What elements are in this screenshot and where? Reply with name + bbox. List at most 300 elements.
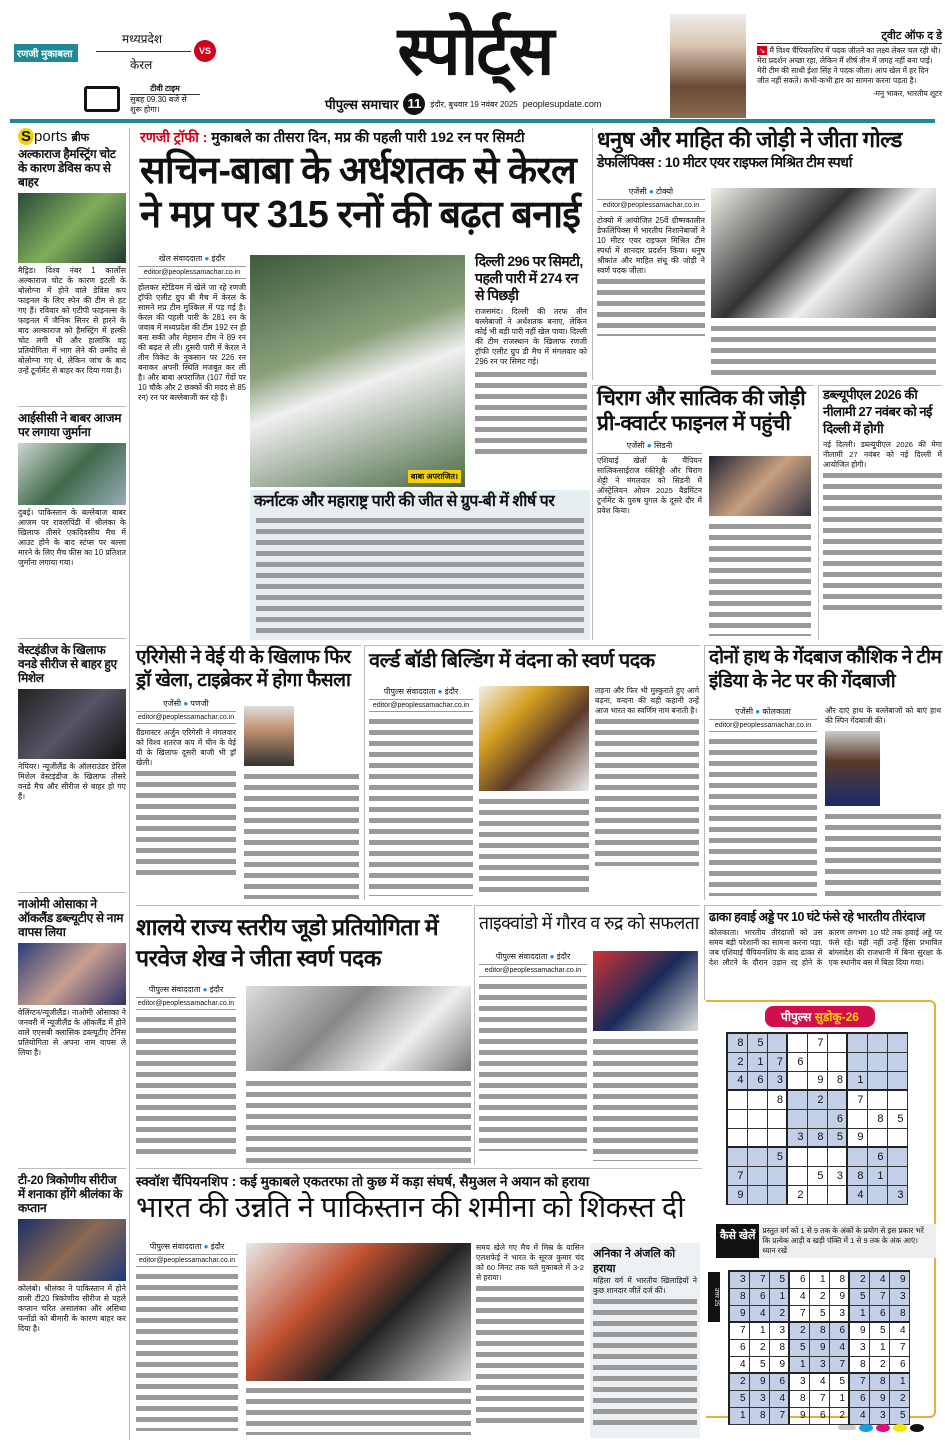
sudoku-cell: 4: [789, 1288, 809, 1305]
sudoku-cell[interactable]: [867, 1128, 887, 1147]
sudoku-cell[interactable]: [867, 1052, 887, 1071]
sudoku-cell[interactable]: [887, 1033, 907, 1052]
sudoku-cell[interactable]: [727, 1109, 747, 1128]
masthead-row: [325, 93, 665, 115]
ranji-match-box: [14, 32, 211, 72]
sudoku-cell[interactable]: 8: [807, 1128, 827, 1147]
judo-photo: [246, 986, 471, 1071]
sudoku-cell[interactable]: [747, 1128, 767, 1147]
sudoku-cell: 8: [849, 1356, 869, 1373]
sudoku-cell: 3: [849, 1339, 869, 1356]
sudoku-cell: 9: [809, 1339, 829, 1356]
judo-story: [136, 905, 472, 1165]
byline: पीपुल्स संवाददाता ● इंदौर: [479, 951, 587, 965]
sudoku-cell: 1: [889, 1373, 909, 1390]
sudoku-cell: 2: [769, 1305, 789, 1322]
sudoku-cell[interactable]: 8: [847, 1166, 867, 1185]
header-rule: [10, 119, 935, 123]
sudoku-cell: 1: [849, 1305, 869, 1322]
text-block: [595, 716, 699, 866]
brief-title: नाओमी ओसाका ने ऑकलैंड डब्ल्यूटीए से नाम वापस लिया: [18, 897, 124, 939]
sudoku-cell: 6: [869, 1305, 889, 1322]
taekwondo-photo: [593, 951, 698, 1031]
byline: पीपुल्स संवाददाता ● इंदौर: [369, 686, 473, 700]
sudoku-cell[interactable]: [787, 1147, 807, 1166]
sudoku-title: पीपुल्स सुडोकू-26: [765, 1006, 875, 1027]
sudoku-cell: 1: [809, 1271, 829, 1288]
kaushik-headline: दोनों हाथ के गेंदबाज कौशिक ने टीम इंडिया के नेट पर की गेंदबाजी: [709, 647, 942, 692]
anika-headline: अनिका ने अंजलि को हराया: [593, 1248, 676, 1275]
main-kicker: रणजी ट्रॉफी : मुकाबले का तीसरा दिन, मप्र की पहली पारी 192 रन पर सिमटी: [140, 129, 525, 145]
text-block: [479, 796, 589, 896]
team-2: केरल: [130, 58, 153, 72]
print-color-marks: [838, 1424, 924, 1432]
text-block: [136, 1271, 238, 1431]
sudoku-cell: 5: [809, 1305, 829, 1322]
sudoku-cell[interactable]: [787, 1071, 807, 1090]
sudoku-cell[interactable]: [767, 1128, 787, 1147]
text-block: [823, 470, 942, 610]
sudoku-cell[interactable]: 1: [847, 1071, 867, 1090]
paper-name: पीपुल्स समाचार: [325, 97, 399, 112]
sudoku-cell: 5: [829, 1373, 849, 1390]
sudoku-cell[interactable]: 9: [807, 1071, 827, 1090]
text-block: [136, 768, 236, 878]
karnataka-headline: कर्नाटक और महाराष्ट्र पारी की जीत से ग्रुप-बी में शीर्ष पर: [254, 493, 555, 510]
alcaraz-photo: [18, 193, 126, 263]
sudoku-cell[interactable]: 3: [827, 1166, 847, 1185]
sudoku-cell: 1: [729, 1407, 749, 1424]
sudoku-cell[interactable]: 8: [767, 1090, 787, 1109]
main-body: [138, 253, 246, 403]
vandana-photo: [479, 686, 589, 791]
sudoku-cell[interactable]: [887, 1071, 907, 1090]
sudoku-cell[interactable]: [747, 1185, 767, 1204]
sudoku-cell[interactable]: [867, 1090, 887, 1109]
sudoku-cell: 6: [809, 1407, 829, 1424]
page-number: 11: [403, 93, 425, 115]
main-story: [140, 128, 588, 237]
karnataka-box: [250, 490, 590, 640]
website-link[interactable]: peoplesupdate.com: [522, 99, 602, 109]
sudoku-cell[interactable]: [847, 1033, 867, 1052]
sudoku-cell[interactable]: [827, 1052, 847, 1071]
sudoku-cell: 2: [889, 1390, 909, 1407]
sudoku-cell: 9: [789, 1407, 809, 1424]
sudoku-cell: 6: [789, 1271, 809, 1288]
sudoku-cell[interactable]: [767, 1109, 787, 1128]
sports-brief-column: [18, 128, 130, 1440]
byline: पीपुल्स संवाददाता ● इंदौर: [136, 1241, 238, 1255]
taekwondo-story: [474, 905, 700, 1165]
tv-icon: [84, 86, 120, 112]
sudoku-cell: 4: [849, 1407, 869, 1424]
brief-text: कोलंबो। श्रीलंका ने पाकिस्तान में होने वाली टी20 त्रिकोणीय सीरीज से पहले कप्तान चरित असालंका और असिथा फर्नांडो को बीमारी के कारण बाहर कर दिया है।: [18, 1284, 126, 1333]
text-block: [597, 276, 705, 336]
text-block: [709, 736, 817, 896]
sudoku-cell: 3: [769, 1322, 789, 1339]
sudoku-cell: 9: [849, 1322, 869, 1339]
byline: एजेंसी ● कोलकाता: [709, 706, 817, 720]
sudoku-cell[interactable]: [787, 1033, 807, 1052]
sudoku-cell: 5: [789, 1339, 809, 1356]
sudoku-cell[interactable]: [807, 1052, 827, 1071]
tweet-text: मैं विश्व चैंपियनशिप में पदक जीतने का लक्ष्य लेकर चल रही थी। मेरा प्रदर्शन अच्छा रहा, लेकिन मैं शीर्ष तीन में जगह नहीं बना पाई। मेरी टीम की साथी ईशा सिंह ने पदक जीता। आप खेल में हर दिन जीत नहीं सकते। कभी-कभी हार का सामना करना पड़ता है।: [757, 46, 941, 85]
sudoku-cell: 9: [889, 1271, 909, 1288]
sudoku-cell: 8: [809, 1322, 829, 1339]
sudoku-cell: 1: [789, 1356, 809, 1373]
kaushik-story: [704, 645, 942, 900]
text-block: [369, 716, 473, 896]
quote-icon: ↘: [759, 46, 766, 55]
sudoku-cell: 8: [889, 1305, 909, 1322]
sudoku-cell: 8: [749, 1407, 769, 1424]
article-text: कोलकाता। भारतीय तीरंदाजों को उस समय बड़ी परेशानी का सामना करना पड़ा, जब एशियाई चैंपियनशिप के बाद ढाका से देश लौटने के दौरान उड़ान रद्द होने के कारण लगभग 10 घंटे तक हवाई अड्डे पर फंसे रहे। यही नहीं उन्हें हिंसा प्रभावित बांग्लादेश की राजधानी में बिना सुरक्षा के एक स्थानीय बस में बिठा दिया गया।: [709, 928, 942, 967]
babar-photo: [18, 443, 126, 505]
sudoku-cell: 6: [889, 1356, 909, 1373]
sudoku-cell[interactable]: 3: [787, 1128, 807, 1147]
sudoku-cell[interactable]: [887, 1052, 907, 1071]
brief-text: नेपियर। न्यूजीलैंड के ऑलराउंडर डेरिल मिशेल वेस्टइंडीज के खिलाफ तीसरे वनडे मैच और सीरीज से बाहर हो गए हैं।: [18, 762, 126, 801]
sudoku-cell[interactable]: [827, 1147, 847, 1166]
judo-headline: शालये राज्य स्तरीय जूडो प्रतियोगिता में परवेज शेख ने जीता स्वर्ण पदक: [136, 914, 439, 971]
sudoku-cell[interactable]: [787, 1090, 807, 1109]
sudoku-cell: 6: [749, 1288, 769, 1305]
sudoku-cell: 8: [869, 1373, 889, 1390]
dhaka-headline: ढाका हवाई अड्डे पर 10 घंटे फंसे रहे भारतीय तीरंदाज: [709, 910, 925, 924]
mitchell-photo: [18, 689, 126, 759]
sudoku-cell[interactable]: [847, 1147, 867, 1166]
badminton-photo: [709, 456, 811, 516]
sudoku-cell[interactable]: 1: [867, 1166, 887, 1185]
sudoku-cell: 4: [869, 1271, 889, 1288]
sudoku-cell: 4: [829, 1339, 849, 1356]
sudoku-cell[interactable]: 7: [847, 1090, 867, 1109]
answer-label: उत्तर 25: [708, 1272, 720, 1322]
email: editor@peoplessamachar.co.in: [597, 202, 705, 212]
sudoku-cell[interactable]: 6: [787, 1052, 807, 1071]
vandana-story: [364, 645, 700, 900]
sudoku-cell[interactable]: [847, 1109, 867, 1128]
shooters-photo: [711, 188, 936, 318]
text-block: [709, 521, 811, 636]
squash-headline: भारत की उन्नति ने पाकिस्तान की शमीना को शिकस्त दी: [136, 1192, 685, 1224]
sudoku-cell: 7: [849, 1373, 869, 1390]
sudoku-cell: 1: [769, 1288, 789, 1305]
text-block: [246, 1385, 471, 1435]
sudoku-cell[interactable]: 4: [847, 1185, 867, 1204]
sudoku-cell[interactable]: 3: [887, 1185, 907, 1204]
sudoku-puzzle-grid[interactable]: [726, 1032, 908, 1205]
sudoku-cell: 6: [729, 1339, 749, 1356]
sudoku-cell[interactable]: 3: [767, 1071, 787, 1090]
dhaka-story: [704, 905, 942, 1000]
email: editor@peoplessamachar.co.in: [136, 1257, 238, 1267]
sudoku-cell: 5: [749, 1356, 769, 1373]
email: editor@peoplessamachar.co.in: [136, 714, 236, 724]
wpl-story: [818, 385, 942, 640]
sudoku-cell[interactable]: [747, 1166, 767, 1185]
text-block: [479, 981, 587, 1151]
sudoku-cell: 4: [889, 1322, 909, 1339]
email: editor@peoplessamachar.co.in: [369, 702, 473, 712]
sudoku-cell: 1: [869, 1339, 889, 1356]
sudoku-cell[interactable]: 6: [867, 1147, 887, 1166]
how-to-play-label: कैसे खेलें: [716, 1224, 759, 1258]
erigaisi-headline: एरिगेसी ने वेई यी के खिलाफ फिर ड्रॉ खेला, टाइब्रेकर में होगा फैसला: [136, 647, 351, 691]
sudoku-cell[interactable]: [727, 1128, 747, 1147]
sudoku-cell[interactable]: 6: [827, 1109, 847, 1128]
email: editor@peoplessamachar.co.in: [136, 1000, 236, 1010]
sudoku-cell[interactable]: [867, 1185, 887, 1204]
sudoku-cell[interactable]: [827, 1185, 847, 1204]
photo-caption: बाबा अपराजित।: [408, 470, 461, 483]
squash-photo: [246, 1243, 471, 1381]
sudoku-cell[interactable]: 5: [807, 1166, 827, 1185]
sudoku-cell[interactable]: 5: [887, 1109, 907, 1128]
sudoku-cell: 9: [749, 1373, 769, 1390]
sudoku-cell[interactable]: 8: [827, 1071, 847, 1090]
sudoku-cell[interactable]: 8: [727, 1033, 747, 1052]
sudoku-cell: 9: [829, 1288, 849, 1305]
sudoku-solution-grid: [728, 1270, 910, 1425]
delhi-story: [475, 253, 587, 459]
sudoku-cell[interactable]: 7: [807, 1033, 827, 1052]
sudoku-cell: 2: [869, 1356, 889, 1373]
sudoku-cell: 5: [729, 1390, 749, 1407]
tv-time: सुबह 09.30 बजे से शुरू होगा।: [130, 95, 187, 114]
sudoku-cell: 4: [729, 1356, 749, 1373]
text-block: [256, 515, 584, 635]
sudoku-cell[interactable]: [887, 1147, 907, 1166]
sudoku-cell: 9: [769, 1356, 789, 1373]
text-block: [711, 323, 936, 378]
sudoku-cell[interactable]: [787, 1166, 807, 1185]
sudoku-cell[interactable]: [827, 1033, 847, 1052]
squash-story: [136, 1168, 702, 1440]
erigaisi-story: [136, 645, 361, 900]
baba-aparajith-photo: [250, 255, 465, 487]
sudoku-cell[interactable]: [747, 1147, 767, 1166]
how-to-play: [716, 1224, 936, 1258]
sudoku-cell[interactable]: 5: [767, 1147, 787, 1166]
email: editor@peoplessamachar.co.in: [709, 722, 817, 732]
vandana-headline: वर्ल्ड बॉडी बिल्डिंग में वंदना को स्वर्ण पदक: [369, 650, 655, 672]
sudoku-cell: 5: [769, 1271, 789, 1288]
sudoku-cell[interactable]: [767, 1033, 787, 1052]
sudoku-cell: 9: [729, 1305, 749, 1322]
sudoku-cell: 7: [809, 1390, 829, 1407]
brief-text: मैड्रिड। विश्व नंबर 1 कार्लोस अल्काराज चोट के कारण इटली के बोलोग्ना में होने वाले डेविस कप फाइनल के लिए स्पेन की टीम से हट गए हैं। रविवार को एटीपी फाइनल्स के फाइनल में जैनिक सिनर से हारने के बाद अल्काराज को हैमस्ट्रिंग में हल्की चोट लगी थी और हालांकि वह प्रतियोगिता में भाग लेने की उम्मीद से बोलोग्ना गए थे, लेकिन जांच के बाद उन्हें टूर्नामेंट से बाहर कर दिया गया है।: [18, 266, 126, 375]
sudoku-cell[interactable]: 6: [747, 1071, 767, 1090]
sudoku-cell: 3: [789, 1373, 809, 1390]
sudoku-panel: [706, 1000, 936, 1421]
gold-story: [592, 128, 942, 380]
sudoku-cell[interactable]: 8: [867, 1109, 887, 1128]
sudoku-cell: 8: [789, 1390, 809, 1407]
text-block: [593, 1296, 697, 1426]
ranji-label: रणजी मुकाबला: [14, 44, 78, 62]
gold-headline: धनुष और माहित की जोड़ी ने जीता गोल्ड: [597, 127, 902, 152]
tv-time-box: [130, 84, 200, 115]
sudoku-cell: 4: [769, 1390, 789, 1407]
byline: एजेंसी ● पणजी: [136, 698, 236, 712]
sudoku-cell[interactable]: [767, 1166, 787, 1185]
sudoku-cell: 3: [749, 1390, 769, 1407]
sudoku-cell: 3: [809, 1356, 829, 1373]
sudoku-cell[interactable]: [887, 1128, 907, 1147]
sudoku-cell: 7: [729, 1322, 749, 1339]
email: editor@peoplessamachar.co.in: [138, 269, 246, 279]
article-text: लड़ना और फिर भी मुस्कुराते हुए आगे बढ़ना, वन्दना की यही कहानी उन्हें आज भारत का स्वर्णिम नाम बनाती है।: [595, 686, 699, 715]
sudoku-cell[interactable]: 2: [807, 1090, 827, 1109]
gold-subhead: डेफलिंपिक्स : 10 मीटर एयर राइफल मिश्रित टीम स्पर्धा: [597, 153, 852, 170]
tweet-of-the-day: [757, 28, 942, 99]
sudoku-cell: 9: [869, 1390, 889, 1407]
brief-title: अल्काराज हैमस्ट्रिंग चोट के कारण डेविस कप से बाहर: [18, 147, 116, 189]
article-text: टोक्यो में आयोजित 25वें ग्रीष्मकालीन डेफलिंपिक्स में भारतीय निशानेबाजों ने 10 मीटर एयर राइफल मिश्रित टीम स्पर्धा में शानदार प्रदर्शन किया। धनुष श्रीकांत और माहित संधू की जोड़ी ने स्वर्ण पदक जीता।: [597, 216, 705, 275]
sudoku-cell[interactable]: 5: [827, 1128, 847, 1147]
sudoku-cell: 3: [869, 1407, 889, 1424]
sudoku-cell: 8: [729, 1288, 749, 1305]
sudoku-cell[interactable]: 7: [727, 1166, 747, 1185]
anika-text: महिला वर्ग में भारतीय खिलाड़ियों ने कुछ शानदार जीतें दर्ज कीं।: [593, 1276, 697, 1295]
sudoku-cell: 5: [889, 1407, 909, 1424]
brief-text: वेलिंग्टन/न्यूजीलैंड। नाओमी ओसाका ने जनवरी में न्यूजीलैंड के ऑकलैंड में होने वाले एएसबी क्लासिक डब्ल्यूटीए टेनिस प्रतियोगिता से अपना नाम वापस ले लिया है।: [18, 1008, 126, 1057]
sudoku-cell: 7: [829, 1356, 849, 1373]
sudoku-cell[interactable]: [867, 1033, 887, 1052]
sudoku-cell[interactable]: [827, 1090, 847, 1109]
sudoku-cell[interactable]: [887, 1166, 907, 1185]
vs-badge: VS: [194, 40, 216, 62]
brief-text: दुबई। पाकिस्तान के बल्लेबाज बाबर आजम पर रावलपिंडी में श्रीलंका के खिलाफ तीसरे एकदिवसीय मैच में आउट होने के बाद स्टंप्स पर बल्ला मारने के लिए मैच फीस का 10 प्रतिशत जुर्माना लगाया गया।: [18, 508, 126, 567]
sudoku-cell: 7: [749, 1271, 769, 1288]
sudoku-cell: 4: [749, 1305, 769, 1322]
brief-item: [18, 406, 126, 638]
sudoku-cell[interactable]: [727, 1090, 747, 1109]
sudoku-cell: 2: [789, 1322, 809, 1339]
chirag-headline: चिराग और सात्विक की जोड़ी प्री-क्वार्टर फाइनल में पहुंची: [597, 387, 806, 435]
sudoku-cell[interactable]: [867, 1071, 887, 1090]
sudoku-cell: 4: [809, 1373, 829, 1390]
sudoku-cell: 2: [849, 1271, 869, 1288]
sudoku-cell: 6: [769, 1373, 789, 1390]
brief-title: आईसीसी ने बाबर आजम पर लगाया जुर्माना: [18, 411, 122, 439]
brief-item: [18, 1168, 126, 1334]
sudoku-cell[interactable]: [887, 1090, 907, 1109]
sudoku-cell: 6: [849, 1390, 869, 1407]
osaka-photo: [18, 943, 126, 1005]
brief-item: [18, 892, 126, 1168]
sudoku-cell: 7: [869, 1288, 889, 1305]
sudoku-cell[interactable]: [847, 1052, 867, 1071]
article-text: और दाएं हाथ के बल्लेबाजों को बाएं हाथ की स्पिन गेंदबाजी की।: [825, 706, 941, 725]
tweet-author-photo: [670, 14, 746, 118]
sudoku-cell: 2: [809, 1288, 829, 1305]
sudoku-cell: 2: [749, 1339, 769, 1356]
sudoku-cell[interactable]: [747, 1109, 767, 1128]
taekwondo-headline: ताइक्वांडो में गौरव व रुद्र को सफलता: [479, 913, 699, 933]
sudoku-cell: 7: [789, 1305, 809, 1322]
article-text: नई दिल्ली। डब्ल्यूपीएल 2026 की मेगा नीलामी 27 नवंबर को नई दिल्ली में आयोजित होगी।: [823, 440, 942, 469]
sudoku-cell[interactable]: 2: [727, 1052, 747, 1071]
squash-kicker: स्क्वॉश चैंपियनशिप : कई मुकाबले एकतरफा तो कुछ में कड़ा संघर्ष, सैमुअल ने अयान को हराया: [136, 1174, 590, 1189]
sudoku-cell[interactable]: [747, 1090, 767, 1109]
sudoku-cell: 8: [829, 1271, 849, 1288]
main-headline: सचिन-बाबा के अर्धशतक से केरल ने मप्र पर 315 रनों की बढ़त बनाई: [140, 150, 581, 236]
sudoku-cell: 1: [829, 1390, 849, 1407]
sudoku-cell[interactable]: [807, 1185, 827, 1204]
byline: एजेंसी ● सिडनी: [597, 440, 702, 454]
sudoku-cell[interactable]: [807, 1109, 827, 1128]
how-to-play-text: प्रस्तुत वर्ग को 1 से 9 तक के अंकों के प्रयोग से इस प्रकार भरें कि प्रत्येक आड़ी व खड़ी पंक्ति में 1 से 9 तक के अंक आएं। ध्यान रखें: [762, 1226, 924, 1255]
kaushik-photo: [825, 731, 880, 806]
text-block: [136, 1014, 236, 1154]
sudoku-cell[interactable]: [787, 1109, 807, 1128]
tweet-heading: ट्वीट ऑफ द डे: [757, 28, 942, 44]
dateline: इंदौर, बुधवार 19 नवंबर 2025: [430, 99, 518, 109]
sudoku-cell[interactable]: 2: [787, 1185, 807, 1204]
sudoku-cell: 3: [889, 1288, 909, 1305]
sudoku-cell: 2: [729, 1373, 749, 1390]
text-block: [476, 1283, 584, 1423]
sudoku-cell[interactable]: 5: [747, 1033, 767, 1052]
article-text: होलकर स्टेडियम में खेले जा रहे रणजी ट्रॉफी एलीट ग्रुप बी मैच में केरल के सामने मप्र टीम मुश्किल में पड़ गई है। केरल की पहली पारी के 281 रन के जवाब में मध्यप्रदेश की टीम 192 रन ही बना सकी और मेहमान टीम ने 89 रन की बढ़त ले ली। दूसरी पारी में केरल ने तीन विकेट के नुकसान पर 226 रन बनाकर अपनी स्थिति मजबूत कर ली है। और बाबा अपराजित (107 गेंदों पर 10 चौके और 2 छक्कों की मदद से 85 रन) रन पर बल्लेबाजी कर रहे हैं।: [138, 283, 246, 402]
sudoku-cell[interactable]: [767, 1185, 787, 1204]
sudoku-cell[interactable]: 4: [727, 1071, 747, 1090]
sudoku-cell[interactable]: [727, 1147, 747, 1166]
sudoku-cell: 5: [849, 1288, 869, 1305]
team-1: मध्यप्रदेश: [122, 32, 163, 46]
tweet-author: -मनु भाकर, भारतीय शूटर: [872, 89, 942, 98]
tv-title: टीवी टाइम: [130, 84, 200, 95]
erigaisi-photo: [244, 706, 294, 766]
sudoku-cell[interactable]: 9: [727, 1185, 747, 1204]
sudoku-cell: 8: [769, 1339, 789, 1356]
byline: एजेंसी ● टोक्यो: [597, 186, 705, 200]
article-text: ग्रैंडमास्टर अर्जुन एरिगेसी ने मंगलवार को विश्व शतरंज कप में चीन के वेई यी के खिलाफ दूसरी बाजी भी ड्रॉ खेली।: [136, 728, 236, 767]
byline: पीपुल्स संवाददाता ● इंदौर: [136, 984, 236, 998]
page-title: स्पोर्ट्स: [397, 13, 553, 89]
anika-box: [590, 1243, 700, 1438]
sudoku-cell: 1: [749, 1322, 769, 1339]
sudoku-cell: 2: [829, 1407, 849, 1424]
sudoku-cell: 3: [829, 1305, 849, 1322]
chirag-story: [592, 385, 814, 640]
text-block: [246, 1078, 471, 1163]
text-block: [593, 1036, 698, 1161]
brief-item: [18, 147, 126, 406]
wpl-headline: डब्ल्यूपीएल 2026 की नीलामी 27 नवंबर को नई दिल्ली में होगी: [823, 387, 932, 436]
sudoku-cell[interactable]: 9: [847, 1128, 867, 1147]
email: editor@peoplessamachar.co.in: [479, 967, 587, 977]
sports-brief-logo: S ports ब्रीफ: [18, 128, 126, 145]
sudoku-cell: 7: [889, 1339, 909, 1356]
text-block: [825, 811, 941, 896]
sudoku-cell[interactable]: 7: [767, 1052, 787, 1071]
shanaka-photo: [18, 1219, 126, 1281]
sudoku-cell: 5: [869, 1322, 889, 1339]
text-block: [475, 369, 587, 459]
delhi-headline: दिल्ली 296 पर सिमटी, पहली पारी में 274 रन से पिछड़ी: [475, 253, 583, 303]
sudoku-cell[interactable]: 1: [747, 1052, 767, 1071]
brief-title: टी-20 त्रिकोणीय सीरीज में शनाका होंगे श्रीलंका के कप्तान: [18, 1173, 123, 1215]
sudoku-cell: 7: [769, 1407, 789, 1424]
sudoku-cell: 6: [829, 1322, 849, 1339]
delhi-text: राजसमंद। दिल्ली की तरफ तीन बल्लेबाजों ने अर्धशतक बनाए, लेकिन कोई भी बड़ी पारी नहीं खेल पाया। दिल्ली की टीम राजस्थान के खिलाफ रणजी ट्रॉफी एलीट ग्रुप डी मैच में मंगलवार को 296 रन पर सिमट गई।: [475, 307, 587, 366]
article-text: समय खेले गए मैच में मिस्र के यासिन एलशफेई ने भारत के सूरज कुमार चंद को 60 मिनट तक चले मुकाबले में 3-2 से हराया।: [476, 1243, 584, 1282]
sudoku-cell[interactable]: [807, 1147, 827, 1166]
